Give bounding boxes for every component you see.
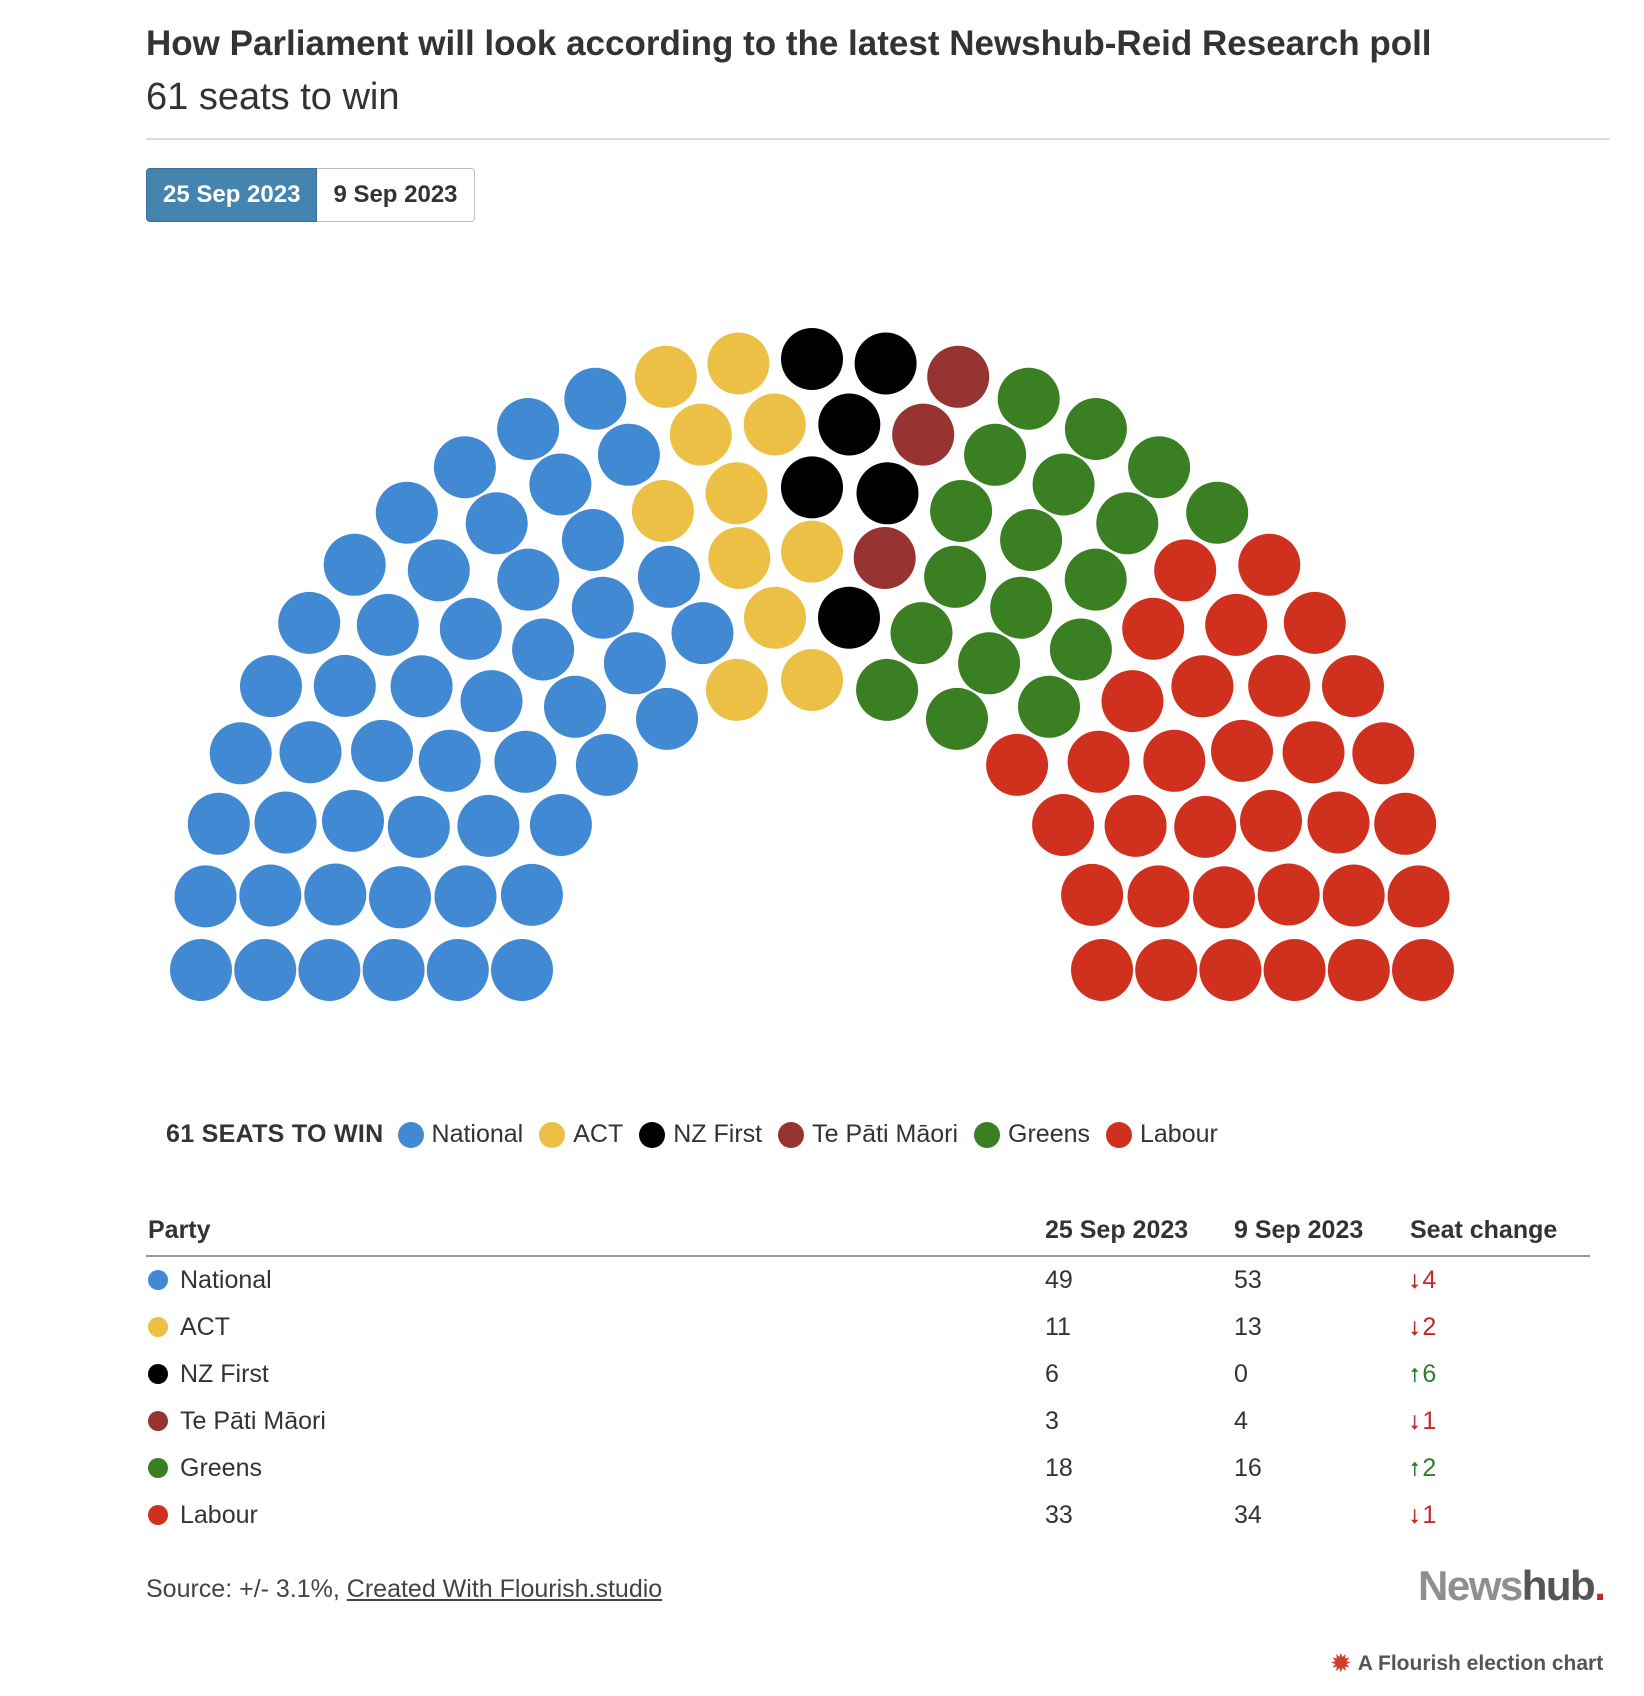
seat-labour [986, 734, 1048, 796]
arrow-up-icon: ⭡ [1410, 1459, 1420, 1481]
table-row [146, 1256, 1590, 1304]
results-table [146, 1212, 1590, 1539]
seat-act [744, 394, 806, 456]
seat-labour [1258, 864, 1320, 926]
seat-national [351, 720, 413, 782]
seat-labour [1248, 655, 1310, 717]
seat-nz-first [781, 456, 843, 518]
seat-national [440, 598, 502, 660]
table-row [146, 1445, 1590, 1492]
seat-labour [1308, 792, 1370, 854]
party-name: Labour [180, 1501, 258, 1529]
seat-labour [1374, 793, 1436, 855]
seat-national [497, 549, 559, 611]
seat-national [391, 655, 453, 717]
header-party: Party [146, 1212, 1043, 1256]
seat-national [278, 592, 340, 654]
seat-change [1410, 1360, 1436, 1388]
current-seats: 6 [1045, 1360, 1059, 1388]
seat-act [670, 404, 732, 466]
seat-greens [1096, 492, 1158, 554]
parliament-hemicycle [0, 240, 1644, 1080]
seat-national [491, 939, 553, 1001]
seat-national [210, 722, 272, 784]
party-color-dot [148, 1411, 168, 1431]
seat-change [1410, 1266, 1436, 1294]
seat-nz-first [781, 328, 843, 390]
current-seats: 18 [1045, 1454, 1073, 1482]
legend-item-label: Te Pāti Māori [812, 1120, 959, 1148]
tab-25-sep-2023[interactable]: 25 Sep 2023 [146, 168, 317, 222]
legend-item-act [539, 1120, 623, 1149]
seat-national [240, 655, 302, 717]
seat-greens [1065, 549, 1127, 611]
arrow-down-icon: ⭣ [1410, 1506, 1420, 1528]
seat-national [314, 655, 376, 717]
seat-national [324, 534, 386, 596]
flourish-credit[interactable] [1330, 1648, 1603, 1679]
logo-part-news: News [1418, 1562, 1522, 1609]
seat-national [672, 602, 734, 664]
seat-labour [1283, 721, 1345, 783]
seat-greens [964, 424, 1026, 486]
seat-national [576, 734, 638, 796]
nz-first-swatch [639, 1122, 665, 1148]
party-color-dot [148, 1270, 168, 1290]
seat-labour [1128, 865, 1190, 927]
seat-labour [1238, 534, 1300, 596]
seat-act [706, 462, 768, 524]
seat-act [635, 346, 697, 408]
seat-labour [1122, 598, 1184, 660]
chart-subtitle: 61 seats to win [146, 76, 400, 118]
previous-seats: 4 [1234, 1407, 1248, 1435]
seat-labour [1240, 790, 1302, 852]
seat-change-value: 4 [1422, 1266, 1437, 1294]
seat-labour [1388, 865, 1450, 927]
labour-swatch [1106, 1122, 1132, 1148]
seat-greens [990, 577, 1052, 639]
legend-item-label: National [431, 1120, 524, 1148]
seat-national [280, 721, 342, 783]
seat-national [388, 796, 450, 858]
seat-greens [1000, 509, 1062, 571]
seat-act [632, 480, 694, 542]
header-current-date: 25 Sep 2023 [1043, 1212, 1232, 1256]
tab-9-sep-2023[interactable]: 9 Sep 2023 [317, 168, 474, 222]
previous-seats: 13 [1234, 1313, 1262, 1341]
flourish-star-icon: ✹ [1330, 1648, 1352, 1678]
legend-item-greens [974, 1120, 1090, 1149]
seat-te-pati-maori [854, 527, 916, 589]
header-seat-change: Seat change [1408, 1212, 1590, 1256]
seat-labour [1392, 939, 1454, 1001]
seat-greens [1050, 619, 1112, 681]
chart-title: How Parliament will look according to the latest Newshub-Reid Research poll [146, 24, 1432, 63]
seat-national [357, 594, 419, 656]
party-name: NZ First [180, 1360, 269, 1388]
seat-nz-first [818, 587, 880, 649]
seat-act [781, 521, 843, 583]
source-text: Source: +/- 3.1%, [146, 1575, 347, 1603]
seat-greens [1065, 398, 1127, 460]
seat-national [435, 865, 497, 927]
seat-greens [924, 546, 986, 608]
seat-nz-first [855, 333, 917, 395]
seat-greens [891, 602, 953, 664]
seat-national [188, 793, 250, 855]
table-row [146, 1304, 1590, 1351]
seat-change [1410, 1407, 1436, 1435]
logo-part-hub: hub [1521, 1562, 1595, 1609]
seat-national [497, 398, 559, 460]
seat-labour [1061, 864, 1123, 926]
seat-national [512, 619, 574, 681]
seat-act [744, 587, 806, 649]
seat-nz-first [857, 462, 919, 524]
seat-act [708, 527, 770, 589]
seat-national [298, 939, 360, 1001]
seat-labour [1352, 722, 1414, 784]
seat-national [170, 939, 232, 1001]
seat-national [175, 865, 237, 927]
seat-national [457, 795, 519, 857]
header-previous-date: 9 Sep 2023 [1232, 1212, 1408, 1256]
flourish-link[interactable]: Created With Flourish.studio [346, 1575, 663, 1603]
logo-dot: . [1594, 1562, 1605, 1609]
seat-labour [1264, 939, 1326, 1001]
seat-national [529, 454, 591, 516]
seat-labour [1199, 939, 1261, 1001]
party-color-dot [148, 1317, 168, 1337]
seat-national [255, 792, 317, 854]
legend [166, 1120, 1234, 1149]
seat-change-value: 1 [1422, 1407, 1437, 1435]
date-tabs [146, 168, 475, 222]
seat-labour [1102, 670, 1164, 732]
arrow-down-icon: ⭣ [1410, 1412, 1420, 1434]
seat-act [781, 649, 843, 711]
current-seats: 33 [1045, 1501, 1073, 1529]
seat-labour [1174, 796, 1236, 858]
table-row [146, 1398, 1590, 1445]
seat-national [304, 864, 366, 926]
seat-change-value: 1 [1422, 1501, 1437, 1529]
arrow-down-icon: ⭣ [1410, 1318, 1420, 1340]
legend-label: 61 SEATS TO WIN [166, 1120, 384, 1148]
seat-labour [1105, 795, 1167, 857]
seat-greens [930, 480, 992, 542]
seat-national [544, 676, 606, 738]
previous-seats: 16 [1234, 1454, 1262, 1482]
seat-te-pati-maori [892, 404, 954, 466]
seat-change [1410, 1313, 1436, 1341]
seat-national [638, 546, 700, 608]
seat-national [434, 436, 496, 498]
party-name: Te Pāti Māori [180, 1407, 326, 1435]
seat-labour [1211, 720, 1273, 782]
seat-labour [1032, 794, 1094, 856]
party-color-dot [148, 1364, 168, 1384]
seat-labour [1143, 730, 1205, 792]
seat-greens [1128, 436, 1190, 498]
seat-change-value: 2 [1422, 1313, 1437, 1341]
previous-seats: 34 [1234, 1501, 1262, 1529]
seat-labour [1205, 594, 1267, 656]
credit-text: A Flourish election chart [1357, 1651, 1604, 1675]
seat-change [1410, 1501, 1436, 1529]
seat-national [466, 492, 528, 554]
national-swatch [398, 1122, 424, 1148]
seat-national [562, 509, 624, 571]
arrow-up-icon: ⭡ [1410, 1365, 1420, 1387]
seat-national [501, 864, 563, 926]
seat-national [369, 866, 431, 928]
legend-item-label: NZ First [673, 1120, 763, 1148]
seat-greens [1033, 454, 1095, 516]
party-color-dot [148, 1505, 168, 1525]
seat-greens [856, 659, 918, 721]
seat-national [564, 368, 626, 430]
current-seats: 49 [1045, 1266, 1073, 1294]
seat-labour [1171, 655, 1233, 717]
current-seats: 11 [1045, 1313, 1071, 1341]
seat-te-pati-maori [927, 346, 989, 408]
seat-labour [1068, 731, 1130, 793]
seat-national [322, 790, 384, 852]
seat-national [239, 865, 301, 927]
party-name: National [180, 1266, 272, 1294]
previous-seats: 53 [1234, 1266, 1262, 1294]
seat-act [706, 659, 768, 721]
party-name: ACT [180, 1313, 230, 1341]
act-swatch [539, 1122, 565, 1148]
previous-seats: 0 [1234, 1360, 1248, 1388]
seat-labour [1328, 939, 1390, 1001]
table-row [146, 1351, 1590, 1398]
table-header-row [146, 1212, 1590, 1256]
current-seats: 3 [1045, 1407, 1059, 1435]
legend-item-national [398, 1120, 524, 1149]
seat-change-value: 6 [1422, 1360, 1437, 1388]
seat-national [530, 794, 592, 856]
legend-item-label: Labour [1140, 1120, 1218, 1148]
seat-change [1410, 1454, 1436, 1482]
seat-national [604, 632, 666, 694]
seat-national [636, 688, 698, 750]
seat-national [376, 482, 438, 544]
seat-labour [1071, 939, 1133, 1001]
seat-greens [1018, 676, 1080, 738]
greens-swatch [974, 1122, 1000, 1148]
legend-item-te-pati-maori [778, 1120, 958, 1149]
legend-item-label: Greens [1008, 1120, 1090, 1148]
seat-national [494, 731, 556, 793]
newshub-logo [1418, 1562, 1604, 1610]
seat-labour [1193, 866, 1255, 928]
legend-item-labour [1106, 1120, 1218, 1149]
arrow-down-icon: ⭣ [1410, 1271, 1420, 1293]
legend-item-label: ACT [573, 1120, 624, 1148]
legend-item-nz-first [639, 1120, 762, 1149]
party-name: Greens [180, 1454, 262, 1482]
seat-national [419, 730, 481, 792]
source-note [146, 1575, 662, 1604]
seat-national [427, 939, 489, 1001]
table-row [146, 1492, 1590, 1539]
party-color-dot [148, 1458, 168, 1478]
seat-national [598, 424, 660, 486]
seat-greens [998, 368, 1060, 430]
seat-national [363, 939, 425, 1001]
seat-greens [926, 688, 988, 750]
seat-national [461, 670, 523, 732]
seat-labour [1135, 939, 1197, 1001]
seat-nz-first [818, 394, 880, 456]
seat-labour [1154, 539, 1216, 601]
seat-labour [1323, 865, 1385, 927]
seat-labour [1322, 655, 1384, 717]
seat-national [234, 939, 296, 1001]
seat-national [572, 577, 634, 639]
seat-greens [1186, 482, 1248, 544]
te-pati-maori-swatch [778, 1122, 804, 1148]
seat-labour [1284, 592, 1346, 654]
header-divider [146, 138, 1610, 140]
seat-act [707, 333, 769, 395]
seat-change-value: 2 [1422, 1454, 1437, 1482]
seat-national [408, 539, 470, 601]
seat-greens [958, 632, 1020, 694]
